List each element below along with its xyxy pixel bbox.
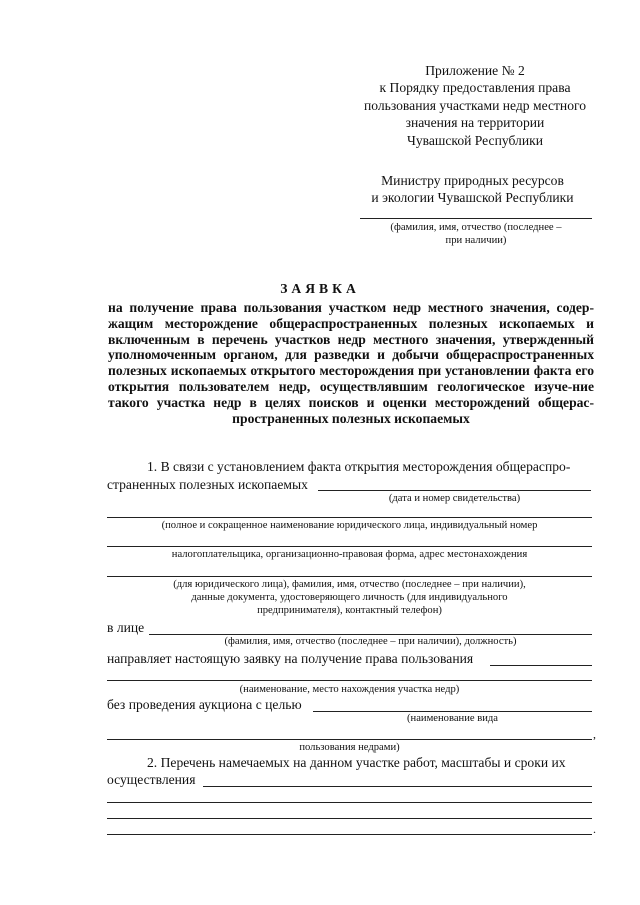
- caption-person-data: [107, 578, 592, 617]
- person-data-fill-line[interactable]: [107, 576, 592, 577]
- tax-id-fill-line[interactable]: [107, 546, 592, 547]
- appendix-line: пользования участками недр местного: [363, 97, 587, 113]
- signature-note-line: (фамилия, имя, отчество (последнее –: [390, 222, 562, 233]
- in-person-label: в лице: [107, 620, 145, 635]
- document-subtitle: на получение права пользования участком недр местного значения, содер-жащим месторождение общераспространенных полезных ископаемых и включенным в перечень участков недр местного значения, утвержденный уполномоченным органом, для разведки и добычи общераспространенных полезных ископаемых открытого месторождения при установлении факта его открытия пользователем недр, осуществлявшим геологическое изуче-ние такого участка недр в целях поисков и оценки месторождений общерас-пространенных полезных ископаемых: [108, 300, 594, 426]
- caption-kind: (наименование вида: [407, 713, 498, 724]
- addressee-line: Министру природных ресурсов: [381, 173, 564, 188]
- line-end-comma: ,: [593, 727, 596, 741]
- addressee-block: [345, 172, 600, 207]
- caption-person-line: предпринимателя), контактный телефон): [257, 605, 442, 616]
- caption-person-line: данные документа, удостоверяющего личность (для индивидуального: [191, 592, 508, 603]
- works-fill-line-3[interactable]: [107, 818, 592, 819]
- appendix-line: значения на территории: [405, 115, 545, 131]
- discovery-date-fill-line[interactable]: [318, 490, 591, 491]
- works-fill-line-2[interactable]: [107, 802, 592, 803]
- appendix-line: Чувашской Республики: [407, 132, 543, 148]
- purpose-fill-line-2[interactable]: [107, 739, 592, 740]
- site-fill-line[interactable]: [107, 680, 592, 681]
- works-fill-line-4[interactable]: [107, 834, 592, 835]
- use-right-fill-line[interactable]: [490, 665, 592, 666]
- works-fill-line-1[interactable]: [203, 786, 592, 787]
- caption-fio-position: (фамилия, имя, отчество (последнее – при наличии), должность): [224, 636, 517, 647]
- signature-note: [360, 221, 592, 247]
- sends-application-text: направляет настоящую заявку на получение права пользования: [107, 651, 474, 666]
- section1-line1: 1. В связи с установлением факта открытия месторождения общераспро-: [147, 459, 571, 474]
- caption-site: (наименование, место нахождения участка недр): [239, 684, 460, 695]
- caption-date-number: (дата и номер свидетельства): [388, 493, 521, 504]
- caption-legal-name: (полное и сокращенное наименование юридического лица, индивидуальный номер: [161, 520, 538, 531]
- caption-person-line: (для юридического лица), фамилия, имя, отчество (последнее – при наличии),: [173, 579, 526, 590]
- appendix-line: Приложение № 2: [425, 63, 525, 78]
- signature-note-line: при наличии): [445, 235, 507, 246]
- line-end-period: .: [593, 822, 596, 836]
- addressee-line: и экологии Чувашской Республики: [371, 190, 574, 206]
- document-title: ЗАЯВКА: [280, 281, 360, 296]
- no-auction-text: без проведения аукциона с целью: [107, 697, 302, 712]
- section1-line2: страненных полезных ископаемых: [107, 477, 308, 492]
- applicant-name-fill-line[interactable]: [107, 517, 592, 518]
- appendix-block: [330, 62, 620, 149]
- signature-fill-line[interactable]: [360, 218, 592, 219]
- caption-subsoil-use: пользования недрами): [299, 742, 400, 753]
- caption-tax-address: налогоплательщика, организационно-правовая форма, адрес местонахождения: [171, 549, 528, 560]
- section2-line2: осуществления: [107, 772, 196, 787]
- appendix-line: к Порядку предоставления права: [379, 80, 571, 96]
- section2-line1: 2. Перечень намечаемых на данном участке работ, масштабы и сроки их: [147, 755, 566, 770]
